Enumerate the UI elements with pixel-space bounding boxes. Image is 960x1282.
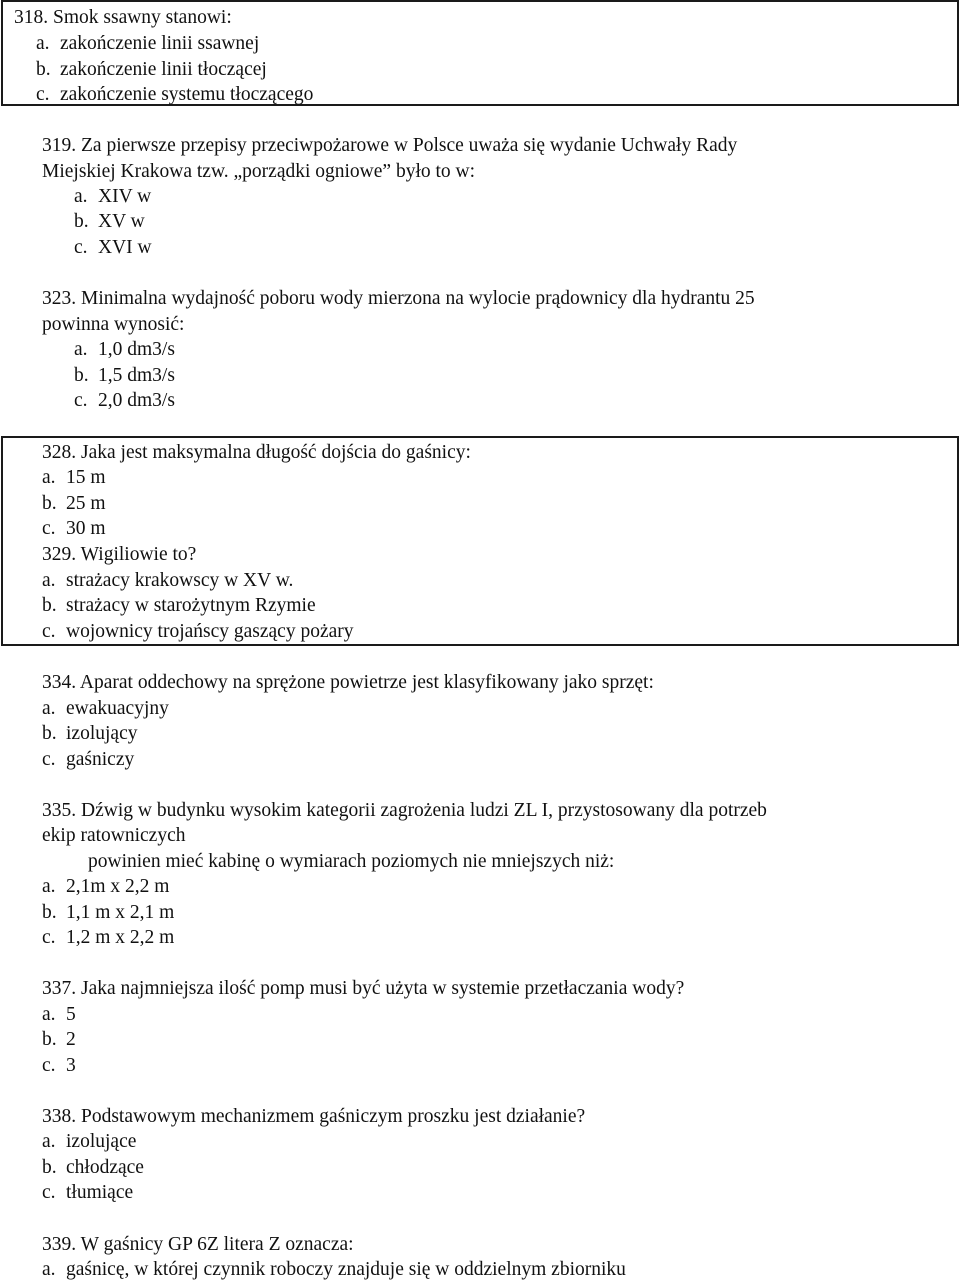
answer-337-b: b. 2: [42, 1029, 76, 1050]
answer-338-c: c. tłumiące: [42, 1182, 134, 1203]
answer-323-b: b. 1,5 dm3/s: [74, 365, 175, 386]
answer-318-a: a. zakończenie linii ssawnej: [36, 33, 260, 54]
answer-319-c: c. XVI w: [74, 237, 152, 258]
answer-323-a: a. 1,0 dm3/s: [74, 339, 175, 360]
question-323-text-1: 323. Minimalna wydajność poboru wody mierzona na wylocie prądownicy dla hydrantu 25: [42, 288, 755, 309]
answer-339-a: a. gaśnicę, w której czynnik roboczy znajduje się w oddzielnym zbiorniku: [42, 1259, 626, 1280]
answer-337-a: a. 5: [42, 1004, 76, 1025]
answer-318-c: c. zakończenie systemu tłoczącego: [36, 84, 314, 105]
answer-329-b: b. strażacy w starożytnym Rzymie: [42, 595, 316, 616]
question-335-text-2: ekip ratowniczych: [42, 825, 186, 846]
question-337-text: 337. Jaka najmniejsza ilość pomp musi być użyta w systemie przetłaczania wody?: [42, 978, 685, 999]
answer-319-b: b. XV w: [74, 211, 145, 232]
answer-328-a: a. 15 m: [42, 467, 106, 488]
answer-338-b: b. chłodzące: [42, 1157, 144, 1178]
question-338-text: 338. Podstawowym mechanizmem gaśniczym proszku jest działanie?: [42, 1106, 586, 1127]
answer-323-c: c. 2,0 dm3/s: [74, 390, 175, 411]
question-339-text: 339. W gaśnicy GP 6Z litera Z oznacza:: [42, 1234, 354, 1255]
answer-329-a: a. strażacy krakowscy w XV w.: [42, 570, 294, 591]
question-318-text: 318. Smok ssawny stanowi:: [14, 7, 232, 28]
answer-335-b: b. 1,1 m x 2,1 m: [42, 902, 175, 923]
answer-334-b: b. izolujący: [42, 723, 138, 744]
question-335-text-1: 335. Dźwig w budynku wysokim kategorii zagrożenia ludzi ZL I, przystosowany dla potrzeb: [42, 800, 767, 821]
question-334-text: 334. Aparat oddechowy na sprężone powietrze jest klasyfikowany jako sprzęt:: [42, 672, 654, 693]
answer-328-b: b. 25 m: [42, 493, 106, 514]
answer-338-a: a. izolujące: [42, 1131, 137, 1152]
answer-337-c: c. 3: [42, 1055, 76, 1076]
question-335-text-3: powinien mieć kabinę o wymiarach poziomych nie mniejszych niż:: [88, 851, 615, 872]
answer-334-c: c. gaśniczy: [42, 749, 135, 770]
answer-318-b: b. zakończenie linii tłoczącej: [36, 59, 267, 80]
answer-335-c: c. 1,2 m x 2,2 m: [42, 927, 175, 948]
answer-319-a: a. XIV w: [74, 186, 152, 207]
question-323-text-2: powinna wynosić:: [42, 314, 185, 335]
answer-329-c: c. wojownicy trojańscy gaszący pożary: [42, 621, 354, 642]
question-319-text-2: Miejskiej Krakowa tzw. „porządki ogniowe” było to w:: [42, 161, 476, 182]
answer-334-a: a. ewakuacyjny: [42, 698, 169, 719]
question-329-text: 329. Wigiliowie to?: [42, 544, 197, 565]
answer-335-a: a. 2,1m x 2,2 m: [42, 876, 170, 897]
question-319-text-1: 319. Za pierwsze przepisy przeciwpożarowe w Polsce uważa się wydanie Uchwały Rady: [42, 135, 738, 156]
answer-328-c: c. 30 m: [42, 518, 106, 539]
question-328-text: 328. Jaka jest maksymalna długość dojścia do gaśnicy:: [42, 442, 471, 463]
